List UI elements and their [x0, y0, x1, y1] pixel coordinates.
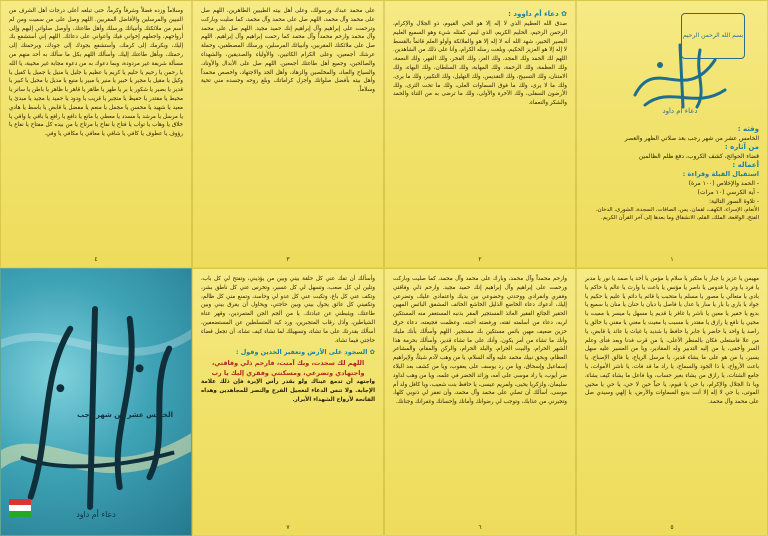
page-number: ١	[670, 256, 674, 263]
time-label: وقته :	[737, 125, 759, 133]
salawat-text: على محمد عبدك ورسولك، وعلى أهل بيته الطيبين الطاهرين، اللهم صل على محمد وآل محمد، اللهم صل على محمد وآل محمد، كما صليت وباركت وترحمت على إبراهيم وآل إبراهيم إنك حميد مجيد. اللهم صل على محمد وآل محمد وارحم محمداً وآل محمد كما رحمت إبراهيم وآل إبراهيم. اللهم صل على ملائكتك المقربين، وأنبيائك المرسلين، ورسلك المصطفين، وحملة عرشك أجمعين، وعلى الكرام الكاتبين، والأولياء والصديقين، والشهداء والصالحين، وجميع أهل طاعتك أجمعين. اللهم صل على الأبدال والأوتاد، والسياح والعباد، والمخلصين والزهاد، وأهل الجد والاجتهاد، واخصص محمداً وأهل بيته بأفضل صلواتك وأجزل كراماتك، وبلغ روحه وجسده مني تحية وسلاماً.	[201, 8, 375, 94]
cover-title-text: دعاء أم داود	[76, 509, 116, 519]
deeds-item-1: - الحمد والإخلاص (١٠٠ مرة)	[688, 180, 759, 187]
flag-emblem-icon	[9, 499, 31, 517]
logo-area	[585, 7, 759, 125]
page-number: ٦	[478, 524, 482, 531]
surahs-list: الأنعام، الإسراء، الكهف، لقمان، يس، الصافات، السجدة، الشورى، الدخان، الفتح، الواقعة، الملك، القلم، الانشقاق وما بعدها إلى آخر القرآن الكريم.	[595, 207, 759, 221]
prostration-title-text: السجود على الأرض وتعفير الخدين وقول :	[235, 348, 368, 357]
page-number: ٣	[286, 256, 290, 263]
panel-supplication	[384, 268, 576, 536]
panel-cover	[0, 268, 192, 536]
panel-intro	[576, 0, 768, 268]
title-calligraphy-text: دعاء أم داود	[662, 107, 698, 115]
title-calligraphy-graphic	[625, 35, 735, 115]
names-cont-text: مهيمن يا عزيز يا جبار يا متكبر يا سلام يا مؤمن يا أحد يا صمد يا نور يا مدبر يا فرد يا وتر يا قدوس يا ناصر يا مؤنس يا باعث يا وارث يا عالم يا حاكم يا بادي يا متعالي يا مصور يا مسلم يا متحبب يا قائم يا دائم يا عليم يا حكيم يا جواد يا باري يا بار يا سار يا عدل يا فاصل يا ديان يا حنان يا منان يا سميع يا بديع يا خفير يا معين يا ناشر يا غافر يا قديم يا مسهل يا ميسر يا مميت يا محيي يا نافع يا رازق يا مقتدر يا مسبب يا مغيث يا مغني يا مقني يا خالق يا راصد يا واحد يا حاضر يا جابر يا حافظ يا شديد يا غياث يا عائد يا قابض، يا من علا فاستعلى فكان بالمنظر الأعلى، يا من قرب فدنا وبعد فنأى وعلم السر وأخفى، يا من إليه التدبير وله المقادير، ويا من العسير عليه سهل يسير، يا من هو على ما يشاء قدير، يا مرسل الرياح، يا فالق الإصباح، يا باعث الأرواح، يا ذا الجود والسماح، يا راد ما قد فات، يا ناشر الأموات، يا جامع الشتات، يا رازق من يشاء بغير حساب، ويا فاعل ما يشاء كيف يشاء، ويا ذا الجلال والإكرام، يا حي يا قيوم، يا حياً حين لا حي، يا حي يا محيي الموتى، يا حي لا إله إلا أنت بديع السماوات والأرض، يا إلهي وسيدي صل على محمد وآل محمد.	[585, 276, 759, 406]
panel-salawat	[192, 0, 384, 268]
dua-title-text: دعاء أم داوود :	[508, 10, 559, 18]
deeds-label: أعماله :	[732, 161, 759, 169]
effects-text: قضاء الحوائج، كشف الكروب، دفع ظلم الظالمين	[638, 153, 759, 160]
effects-label: من آثاره :	[724, 143, 759, 151]
page-number: ٥	[670, 524, 674, 531]
panel-names	[0, 0, 192, 268]
panel-names-cont	[576, 268, 768, 536]
cover-calligraphy-graphic	[1, 269, 191, 535]
deeds-item-3: - تلاوة السور التالية:	[708, 198, 759, 205]
basmala-text: بسم الله الرحمن الرحيم	[682, 32, 744, 39]
dua-title: ✿ دعاء أم داوود :	[508, 10, 567, 18]
cover-art	[1, 269, 191, 535]
deeds-item-2: - آية الكرسي (١٠ مرات)	[697, 189, 759, 196]
closing-note: واجتهد أن تدمع عيناك ولو بقدر رأس الإبرة فإن ذلك علامة الإجابة. ولا تنس الدعاء لتعجيل الفرج والنصر للمجاهدين وهداه الفاتحة لأرواح الشهداء الأبرار.	[201, 379, 375, 403]
cover-subtitle: الخامس عشر من شهر رجب	[77, 411, 173, 419]
deeds-title: استقبال القبلة وقراءة :	[682, 170, 759, 178]
closing-dua-text: وأسألك أن تفك عني كل حلقة بيني وبين من يؤذيني، وتفتح لي كل باب، وتلين لي كل صعب، وتسهل لي كل عسير، وتخرس عني كل ناطق بشر، وتكف عني كل باغ، وتكبت عني كل عدو لي وحاسد، وتمنع مني كل ظالم، وتكفيني كل عائق يحول بيني وبين حاجتي، ويحاول أن يفرق بيني وبين طاعتك، ويثبطني عن عبادتك. يا من ألجم الجن المتمردين، وقهر عتاة الشياطين، وأذل رقاب المتجبرين، ورد كيد المتسلطين عن المستضعفين، أسألك بقدرتك على ما تشاء، وتسهيلك لما تشاء كيف تشاء، أن تجعل قضاء حاجتي فيما تشاء.	[201, 276, 375, 344]
dua-text: صدق الله العظيم الذي لا إله إلا هو الحي القيوم، ذو الجلال والإكرام، الرحمن الرحيم، الحليم الكريم، الذي ليس كمثله شيء وهو السميع العليم البصير الخبير، شهد الله أنه لا إله إلا هو والملائكة وأولو العلم قائماً بالقسط لا إله إلا هو العزيز الحكيم، وبلغت رسله الكرام، وأنا على ذلك من الشاهدين. اللهم لك الحمد ولك المجد، ولك العز، ولك الفخر، ولك القهر، ولك النعمة، ولك العظمة، ولك الرحمة، ولك المهابة، ولك السلطان، ولك البهاء، ولك الامتنان، ولك التسبيح، ولك التقديس، ولك التهليل، ولك التكبير، ولك ما يرى، ولك ما لا يرى، ولك ما فوق السماوات العلى، ولك ما تحت الثرى، ولك الأرضون السفلى، ولك الآخرة والأولى، ولك ما ترضى به من الثناء والحمد والشكر والنعماء.	[393, 21, 567, 107]
page-number: ٤	[94, 256, 98, 263]
prostration-dua: اللهم لك سجدت، وبك آمنت، فارحم ذلي وفاقتي، واجتهادي وتضرعي، ومسكنتي وفقري إليك يا رب	[211, 359, 365, 378]
prostration-title: ✿ السجود على الأرض وتعفير الخدين وقول :	[235, 348, 375, 357]
panel-dua-start	[384, 0, 576, 268]
meta-block	[585, 125, 759, 222]
time-text: الخامس عشر من شهر رجب بعد صلاتي الظهر والعصر	[624, 135, 759, 142]
panel-closing	[192, 268, 384, 536]
names-text: وسلاماً وزده فضلاً وشرفاً وكرماً، حتى تبلغه أعلى درجات أهل الشرف من النبيين والمرسلين والأفاضل المقربين. اللهم وصل على من سميت ومن لم أسم من ملائكتك وأنبيائك ورسلك وأهل طاعتك، وأوصل صلواتي إليهم وإلى أرواحهم، واجعلهم إخواني فيك وأعواني على دعائك. اللهم إني أستشفع بك إليك، وبكرمك إلى كرمك، وأستشفع بجودك إلى جودك، وبرحمتك إلى رحمتك، وبأهل طاعتك إليك. وأسألك اللهم بكل ما سألك به أحد منهم من مسألة شريفة غير مردودة، وبما دعوك به من دعوة مجابة غير مخيبة، يا الله يا رحمن يا رحيم يا حليم يا كريم يا عظيم يا جليل يا منيل يا جميل يا كفيل يا وكيل يا مقيل يا مجير يا خبير يا منير يا مبير يا منيع يا مديل يا محيل يا كبير يا قدير يا بصير يا شكور يا بر يا طهر يا طاهر يا قاهر يا ظاهر يا باطن يا ساتر يا محيط يا مقتدر يا حفيظ يا متجبر يا قريب يا ودود يا حميد يا مجيد يا مبدئ يا معيد يا شهيد يا محسن يا مجمل يا منعم يا مفضل يا قابض يا باسط يا هادي يا مرسل يا مرشد يا مسدد يا معطي يا مانع يا دافع يا رافع يا باقي يا واقي يا خلاق يا وهاب يا تواب يا فتاح يا نفاح يا مرتاح يا من بيده كل مفتاح يا نفاع يا رؤوف يا عطوف يا كافي يا شافي يا معافي يا مكافي يا وفي.	[9, 8, 183, 138]
page-number: ٧	[286, 524, 290, 531]
page-number: ٢	[478, 256, 482, 263]
supplication-text: وارحم محمداً وآل محمد، وبارك على محمد وآل محمد، كما صليت وباركت ورحمت على إبراهيم وآل إبراهيم إنك حميد مجيد. وارحم ذلي وفاقتي وفقري وانفرادي ووحدتي وخضوعي بين يديك واعتمادي عليك، وتضرعي إليك، أدعوك دعاء الخاضع الذليل الخاشع الخائف المشفق البائس المهين الحقير الجائع الفقير العائذ المستجير المقر بذنبه المستغفر منه المستكين لربه، دعاء من أسلمته ثقته، ورفضته أحبته، وعظمت فجيعته، دعاء حرق حزين ضعيف مهين بائس مستكين بك مستجير. اللهم وأسألك بأنك مليك وأنك ما تشاء من أمر يكون، وأنك على ما تشاء قدير، وأسألك بحرمة هذا الشهر الحرام، والبيت الحرام، والبلد الحرام، والركن والمقام، والمشاعر العظام، وبحق نبيك محمد عليه وآله السلام، يا من وهب لآدم شيثاً، ولإبراهيم إسماعيل وإسحاق، ويا من رد يوسف على يعقوب، ويا من كشف بعد البلاء ضر أيوب، يا راد موسى على أمه، وزائد الخضر في علمه، ويا من وهب لداود سليمان، ولزكريا يحيى، ولمريم عيسى، يا حافظ بنت شعيب، ويا كافل ولد أم موسى، أسألك أن تصلي على محمد وآل محمد، وأن تغفر لي ذنوبي كلها، وتجيرني من عذابك، وتوجب لي رضوانك وأمانك وإحسانك وغفرانك وجنانك.	[393, 276, 567, 406]
